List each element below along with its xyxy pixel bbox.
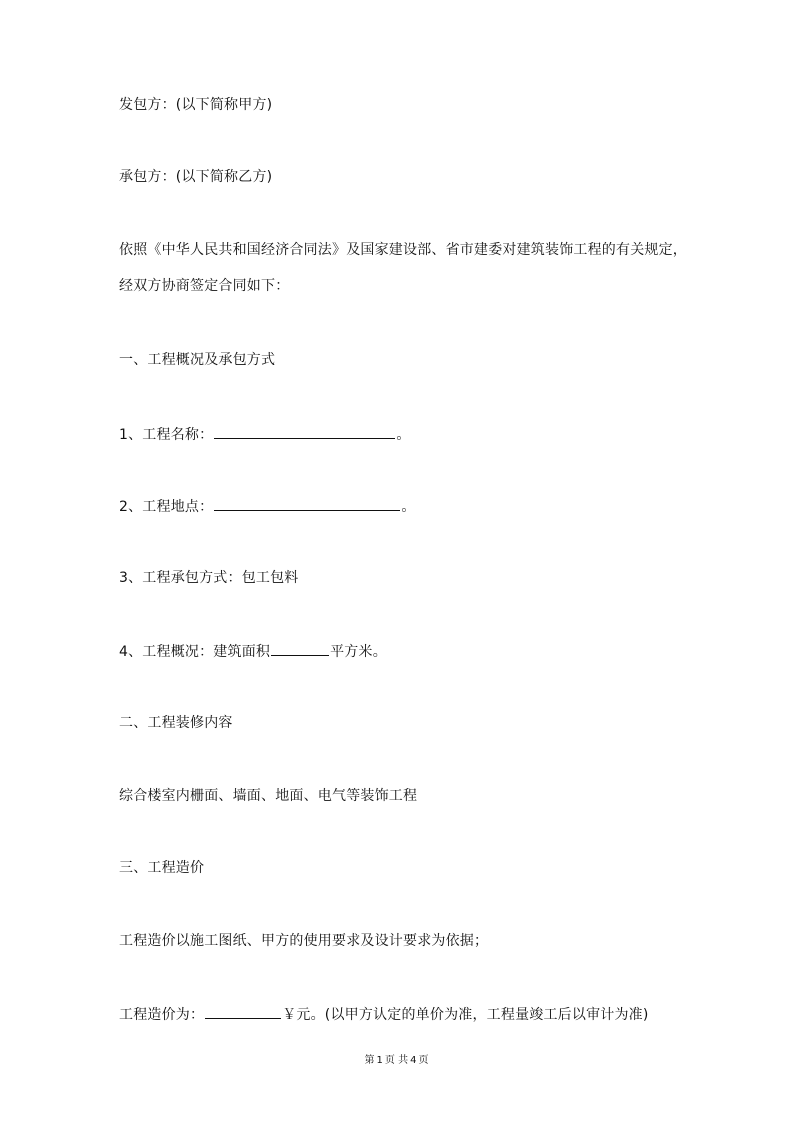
page-suffix: 页 [418, 1055, 429, 1066]
project-location-end: 。 [401, 499, 416, 515]
page-footer [0, 1054, 793, 1068]
contract-mode-line: 3、工程承包方式：包工包料 [119, 570, 299, 586]
cost-amount-label: 工程造价为： [119, 1007, 205, 1023]
project-name-line [119, 423, 411, 445]
area-blank[interactable] [271, 640, 329, 656]
page-prefix: 第 [364, 1055, 375, 1066]
project-name-blank[interactable] [214, 423, 395, 439]
page-current: 1 [376, 1055, 383, 1066]
cost-basis-line: 工程造价以施工图纸、甲方的使用要求及设计要求为依据； [119, 933, 489, 949]
preamble-line-2: 经双方协商签定合同如下： [119, 278, 290, 294]
page-mid: 页 共 [384, 1055, 409, 1066]
cost-amount-end: ￥元。(以甲方认定的单价为准，工程量竣工后以审计为准) [282, 1007, 649, 1023]
section-heading-3: 三、工程造价 [119, 860, 205, 876]
project-location-blank[interactable] [214, 495, 400, 511]
project-overview-end: 平方米。 [330, 644, 387, 660]
section-heading-1: 一、工程概况及承包方式 [119, 352, 276, 368]
page-total: 4 [410, 1055, 417, 1066]
party-a-line: 发包方：(以下简称甲方) [119, 97, 273, 113]
project-name-end: 。 [396, 427, 411, 443]
decoration-content-line: 综合楼室内栅面、墙面、地面、电气等装饰工程 [119, 788, 418, 804]
project-overview-line [119, 640, 387, 662]
preamble-line-1: 依照《中华人民共和国经济合同法》及国家建设部、省市建委对建筑装饰工程的有关规定， [119, 242, 687, 258]
project-location-label: 2、工程地点： [119, 499, 214, 515]
project-name-label: 1、工程名称： [119, 427, 214, 443]
party-b-line: 承包方：(以下简称乙方) [119, 169, 273, 185]
section-heading-2: 二、工程装修内容 [119, 715, 233, 731]
cost-amount-blank[interactable] [205, 1003, 281, 1019]
project-overview-label: 4、工程概况：建筑面积 [119, 644, 271, 660]
cost-amount-line [119, 1003, 649, 1025]
project-location-line [119, 495, 416, 517]
